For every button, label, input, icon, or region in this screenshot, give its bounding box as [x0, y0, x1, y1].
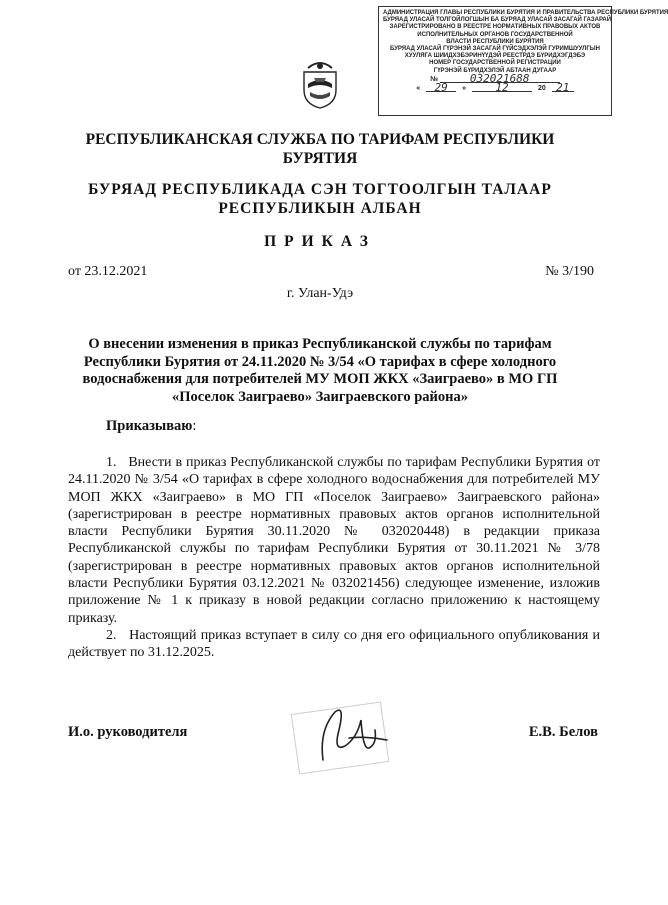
stamp-line: ИСПОЛНИТЕЛЬНЫХ ОРГАНОВ ГОСУДАРСТВЕННОЙ [417, 31, 573, 38]
document-subject: О внесении изменения в приказ Республиканской службы по тарифам Республики Бурятия от 24.11.2020 № 3/54 «О тарифах в сфере холодного водоснабжения для потребителей МУ МОП ЖКХ «Заиграево» в МО ГП «Поселок Заиграево» Заиграевского района» [82, 336, 558, 405]
document-body [68, 454, 600, 662]
signer-position: И.о. руководителя [68, 724, 188, 740]
paragraph: 1. Внести в приказ Республиканской службы по тарифам Республики Бурятия от 24.11.2020 № 3/54 «О тарифах в сфере холодного водоснабжения для потребителей МУ МОП ЖКХ «Заиграево» в МО ГП «Поселок Заиграево» Заиграевского района» (зарегистрирован в реестре нормативных правовых актов органов исполнительной власти Республики Бурятия 30.11.2020 № 032020448) в редакции приказа Республиканской службы по тарифам Республики Бурятия от 30.11.2021 № 3/78 (зарегистрирован в реестре нормативных правовых актов органов исполнительной власти Республики Бурятия 03.12.2021 № 032021456) следующее изменение, изложив приложение № 1 к приказу в новой редакции согласно приложению к настоящему приказу. [68, 455, 600, 626]
handwritten-signature [265, 690, 425, 780]
document-type: ПРИКАЗ [264, 233, 376, 250]
document-city: г. Улан-Удэ [286, 286, 354, 301]
document-number: № 3/190 [545, 264, 594, 279]
paragraph: 2. Настоящий приказ вступает в силу со дня его официального опубликования и действует по 31.12.2025. [68, 627, 600, 661]
stamp-line: ХУУЛЯГА ШИИДХЭБЭРИНҮҮДЭЙ РЕЕСТРДЭ БҮРИДХЭГДЭБЭ [404, 53, 586, 60]
registration-stamp: АДМИНИСТРАЦИЯ ГЛАВЫ РЕСПУБЛИКИ БУРЯТИЯ И ПРАВИТЕЛЬСТВА РЕСПУБЛИКИ БУРЯТИЯ БУРЯАД УЛАСАЙ ТОЛГОЙЛОГШЫН БА БУРЯАД УЛАСАЙ ЗАСАГАЙ ГАЗАРАЙ ЗАРЕГИСТРИРОВАНО В РЕЕСТРЕ НОРМАТИВНЫХ ПРАВОВЫХ АКТОВ ИСПОЛНИТЕЛЬНЫХ ОРГАНОВ ГОСУДАРСТВЕННОЙ ВЛАСТИ РЕСПУБЛИКИ БУРЯТИЯ БУРЯАД УЛАСАЙ ГҮРЭНЭЙ ЗАСАГАЙ ГҮЙСЭДХЭЛЭЙ ГУРИМШУУЛГЫН ХУУЛЯГА ШИИДХЭБЭРИНҮҮДЭЙ РЕЕСТРДЭ БҮРИДХЭГДЭБЭ НОМЕР ГОСУДАРСТВЕННОЙ РЕГИСТРАЦИИ ГҮРЭНЭЙ БҮРИДХЭЛЭЙ АБТААН ДУГААР № 032021688 « 29 » 12 20 21 [378, 6, 612, 116]
signer-name: Е.В. Белов [528, 724, 598, 740]
order-heading [106, 418, 196, 435]
order-colon: : [192, 418, 197, 434]
document-date: от 23.12.2021 [68, 264, 148, 279]
stamp-day: 29 [426, 84, 456, 92]
stamp-reg-number: 032021688 [440, 75, 560, 83]
agency-title-buryat: БУРЯАД РЕСПУБЛИКАДА СЭН ТОГТООЛГЫН ТАЛААР РЕСПУБЛИКЫН АЛБАН [88, 181, 552, 217]
stamp-month: 12 [472, 84, 532, 92]
stamp-line: БУРЯАД УЛАСАЙ ГҮРЭНЭЙ ЗАСАГАЙ ГҮЙСЭДХЭЛЭЙ ГУРИМШУУЛГЫН [390, 46, 600, 53]
stamp-year-suffix: 21 [552, 84, 574, 92]
stamp-year-prefix: 20 [538, 85, 546, 93]
order-word: Приказываю [106, 418, 193, 434]
stamp-line: НОМЕР ГОСУДАРСТВЕННОЙ РЕГИСТРАЦИИ [429, 60, 561, 67]
stamp-line: ЗАРЕГИСТРИРОВАНО В РЕЕСТРЕ НОРМАТИВНЫХ ПРАВОВЫХ АКТОВ [389, 24, 601, 31]
stamp-line: БУРЯАД УЛАСАЙ ТОЛГОЙЛОГШЫН БА БУРЯАД УЛАСАЙ ЗАСАГАЙ ГАЗАРАЙ [383, 17, 612, 24]
stamp-line: ГҮРЭНЭЙ БҮРИДХЭЛЭЙ АБТААН ДУГААР [433, 67, 557, 74]
agency-title-ru: РЕСПУБЛИКАНСКАЯ СЛУЖБА ПО ТАРИФАМ РЕСПУБЛИКИ БУРЯТИЯ [85, 131, 555, 167]
stamp-line: ВЛАСТИ РЕСПУБЛИКИ БУРЯТИЯ [446, 38, 544, 45]
stamp-line: АДМИНИСТРАЦИЯ ГЛАВЫ РЕСПУБЛИКИ БУРЯТИЯ И ПРАВИТЕЛЬСТВА РЕСПУБЛИКИ БУРЯТИЯ [383, 10, 668, 16]
coat-of-arms-emblem [300, 58, 340, 110]
